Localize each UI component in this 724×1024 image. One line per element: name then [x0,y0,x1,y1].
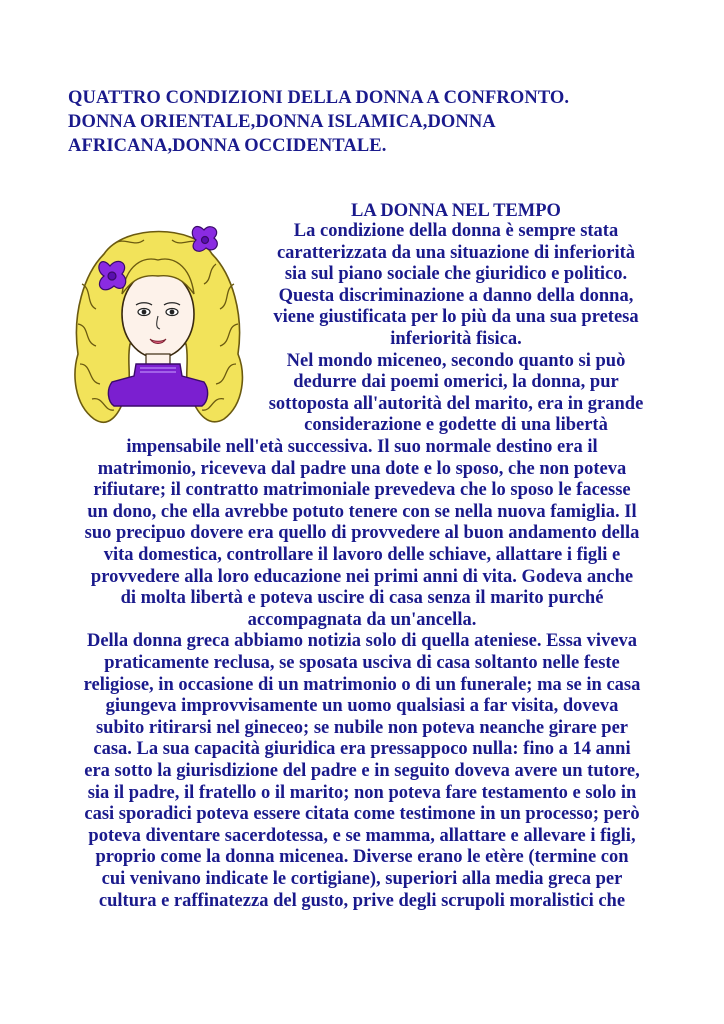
document-title [68,86,668,158]
body-line: inferiorità fisica. [390,329,522,349]
body-line: suo precipuo dovere era quello di provvedere al buon andamento della [84,523,640,543]
body-line: viene giustificata per lo più da una sua pretesa [273,307,639,327]
body-line: dedurre dai poemi omerici, la donna, pur [293,372,619,392]
title-line-2: DONNA ORIENTALE,DONNA ISLAMICA,DONNA [68,112,496,132]
body-line: considerazione e godette di una libertà [304,415,608,435]
body-line: Questa discriminazione a danno della donna, [278,286,634,306]
body-line: impensabile nell'età successiva. Il suo normale destino era il [126,437,598,457]
body-line: sottoposta all'autorità del marito, era in grande [268,394,644,414]
title-line-1: QUATTRO CONDIZIONI DELLA DONNA A CONFRONTO. [68,88,570,108]
hair-bow-right [192,227,217,252]
body-line: Nel mondo miceneo, secondo quanto si può [286,351,626,371]
title-line-3: AFRICANA,DONNA OCCIDENTALE. [68,136,387,156]
body-line: cultura e raffinatezza del gusto, prive degli scrupoli moralistici che [98,891,626,911]
body-line: era sotto la giurisdizione del padre e in seguito doveva avere un tutore, [84,761,640,781]
body-line: religiose, in occasione di un matrimonio o di un funerale; ma se in casa [83,675,641,695]
body-line: cui venivano indicate le cortigiane), superiori alla media greca per [101,869,623,889]
body-line: poteva diventare sacerdotessa, e se mamma, allattare e allevare i figli, [88,826,636,846]
body-line: La condizione della donna è sempre stata [293,221,619,241]
body-line: proprio come la donna micenea. Diverse erano le etère (termine con [95,847,629,867]
body-line: giungeva improvvisamente un uomo qualsiasi a far visita, doveva [105,696,619,716]
body-line: vita domestica, controllare il lavoro delle schiave, allattare i figli e [103,545,621,565]
body-line: sia il padre, il fratello o il marito; non poteva fare testamento e solo in [87,783,637,803]
body-line: praticamente reclusa, se sposata usciva di casa soltanto nelle feste [104,653,620,673]
body-line: di molta libertà e poteva uscire di casa senza il marito purché [120,588,604,608]
body-line: rifiutare; il contratto matrimoniale prevedeva che lo sposo le facesse [93,480,631,500]
body-line: matrimonio, riceveva dal padre una dote e lo sposo, che non poteva [97,459,627,479]
body-line: provvedere alla loro educazione nei primi anni di vita. Godeva anche [90,567,634,587]
girl-portrait-illustration [64,214,252,446]
body-line: caratterizzata da una situazione di inferiorità [276,243,636,263]
section-heading: LA DONNA NEL TEMPO [351,201,561,221]
body-line: sia sul piano sociale che giuridico e politico. [284,264,628,284]
body-line: Della donna greca abbiamo notizia solo di quella ateniese. Essa viveva [86,631,638,651]
body-line: accompagnata da un'ancella. [247,610,477,630]
body-line: un dono, che ella avrebbe potuto tenere con se nella nuova famiglia. Il [87,502,637,522]
hair-bow-left [99,261,126,289]
body-line: casi sporadici poteva essere citata come testimone in un processo; però [84,804,640,824]
girl-portrait-icon [64,214,252,446]
body-line: casa. La sua capacità giuridica era pressappoco nulla: fino a 14 anni [93,739,631,759]
body-line: subito ritirarsi nel gineceo; se nubile non poteva neanche girare per [95,718,628,738]
